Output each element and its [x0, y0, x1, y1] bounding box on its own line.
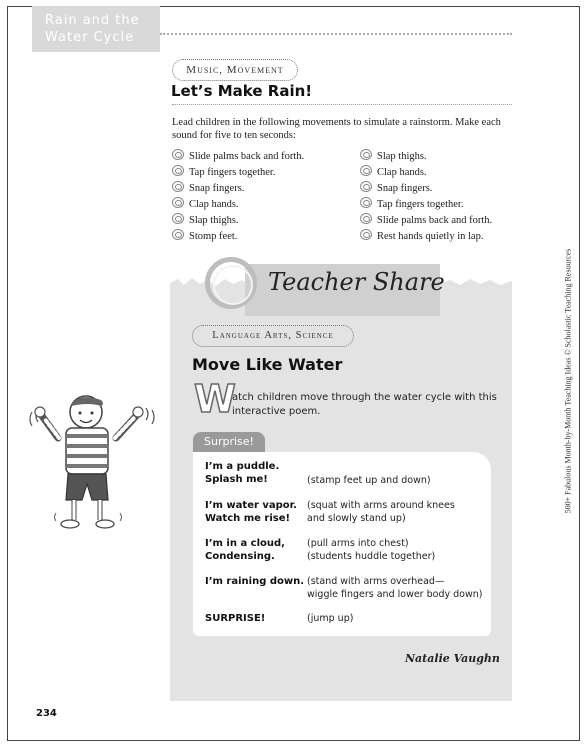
list-item [360, 149, 492, 165]
poem-action [307, 499, 455, 525]
poem-line-text: I’m raining down. [205, 576, 305, 587]
list-item-text: Tap fingers together. [377, 199, 464, 210]
poem-tab-label: Surprise! [193, 432, 265, 452]
poem-action-text: and slowly stand up) [307, 513, 406, 524]
activity-intro-line-1: atch children move through the water cycle with this [232, 392, 497, 403]
poem-action [307, 474, 431, 487]
activity-title: Move Like Water [192, 355, 343, 374]
poem-line-text: SURPRISE! [205, 613, 266, 624]
list-item [172, 229, 304, 245]
spiral-bullet-icon [172, 165, 184, 176]
chapter-tab-line-2: Water Cycle [45, 30, 135, 45]
poem-line [205, 460, 279, 486]
list-item-text: Slap thighs. [189, 215, 239, 226]
watercolor-ring-icon [205, 257, 257, 309]
poem-line-text: I’m a puddle. [205, 461, 280, 472]
chapter-tab-line-1: Rain and the [45, 13, 140, 28]
list-item-text: Slap thighs. [377, 151, 427, 162]
spiral-bullet-icon [360, 229, 372, 240]
spiral-bullet-icon [172, 181, 184, 192]
spiral-bullet-icon [360, 149, 372, 160]
list-item-text: Tap fingers together. [189, 167, 276, 178]
poem-action-text: (jump up) [307, 613, 354, 624]
section-category-pill: Music, Movement [172, 59, 298, 81]
author-signature: Natalie Vaughn [405, 652, 500, 665]
list-item-text: Rest hands quietly in lap. [377, 231, 484, 242]
list-item-text: Stomp feet. [189, 231, 238, 242]
teacher-share-title: Teacher Share [268, 268, 445, 296]
list-item-text: Clap hands. [189, 199, 239, 210]
poem-line [205, 499, 297, 525]
spiral-bullet-icon [172, 213, 184, 224]
poem-action-text: (squat with arms around knees [307, 500, 455, 511]
activity-intro-line-2: interactive poem. [232, 406, 321, 417]
movement-list-left [172, 149, 304, 245]
poem-action-text: (stand with arms overhead— [307, 576, 445, 587]
poem-line-text: Splash me! [205, 474, 268, 485]
copyright-credit: 500+ Fabulous Month-by-Month Teaching Ideas © Scholastic Teaching Resources [563, 248, 573, 514]
spiral-bullet-icon [172, 149, 184, 160]
title-dotted-rule [172, 104, 512, 105]
poem-line-text: I’m water vapor. [205, 500, 297, 511]
list-item-text: Clap hands. [377, 167, 427, 178]
poem-action-text: (students huddle together) [307, 551, 436, 562]
spiral-bullet-icon [360, 165, 372, 176]
activity-intro [232, 391, 502, 419]
list-item [360, 165, 492, 181]
poem-line [205, 537, 285, 563]
poem-action [307, 612, 353, 625]
poem-action-text: (stamp feet up and down) [307, 475, 431, 486]
list-item-text: Snap fingers. [189, 183, 245, 194]
spiral-bullet-icon [360, 181, 372, 192]
poem-line-text: I’m in a cloud, [205, 538, 285, 549]
section-intro: Lead children in the following movements to simulate a rainstorm. Make each sound for five to ten seconds: [172, 117, 501, 141]
poem-action-text: wiggle fingers and lower body down) [307, 589, 483, 600]
list-item [172, 213, 304, 229]
spiral-bullet-icon [360, 213, 372, 224]
poem-action [307, 575, 482, 601]
teacher-share-category-pill: Language Arts, Science [192, 325, 354, 347]
poem-line [205, 612, 265, 625]
spiral-bullet-icon [360, 197, 372, 208]
header-dotted-rule [160, 33, 512, 35]
list-item [360, 229, 492, 245]
list-item [360, 213, 492, 229]
page-number: 234 [36, 708, 57, 719]
list-item-text: Slide palms back and forth. [377, 215, 493, 226]
list-item [172, 149, 304, 165]
list-item [360, 181, 492, 197]
list-item [360, 197, 492, 213]
poem-action [307, 537, 435, 563]
movement-list-right [360, 149, 492, 245]
list-item-text: Snap fingers. [377, 183, 433, 194]
list-item-text: Slide palms back and forth. [189, 151, 305, 162]
list-item [172, 165, 304, 181]
list-item [172, 181, 304, 197]
poem-line [205, 575, 304, 588]
chapter-tab-label [45, 12, 140, 46]
list-item [172, 197, 304, 213]
section-title: Let’s Make Rain! [171, 82, 313, 100]
child-illustration [28, 388, 158, 538]
spiral-bullet-icon [172, 229, 184, 240]
poem-line-text: Watch me rise! [205, 513, 291, 524]
poem-line-text: Condensing. [205, 551, 275, 562]
drop-cap: W [194, 377, 236, 421]
spiral-bullet-icon [172, 197, 184, 208]
poem-action-text: (pull arms into chest) [307, 538, 409, 549]
